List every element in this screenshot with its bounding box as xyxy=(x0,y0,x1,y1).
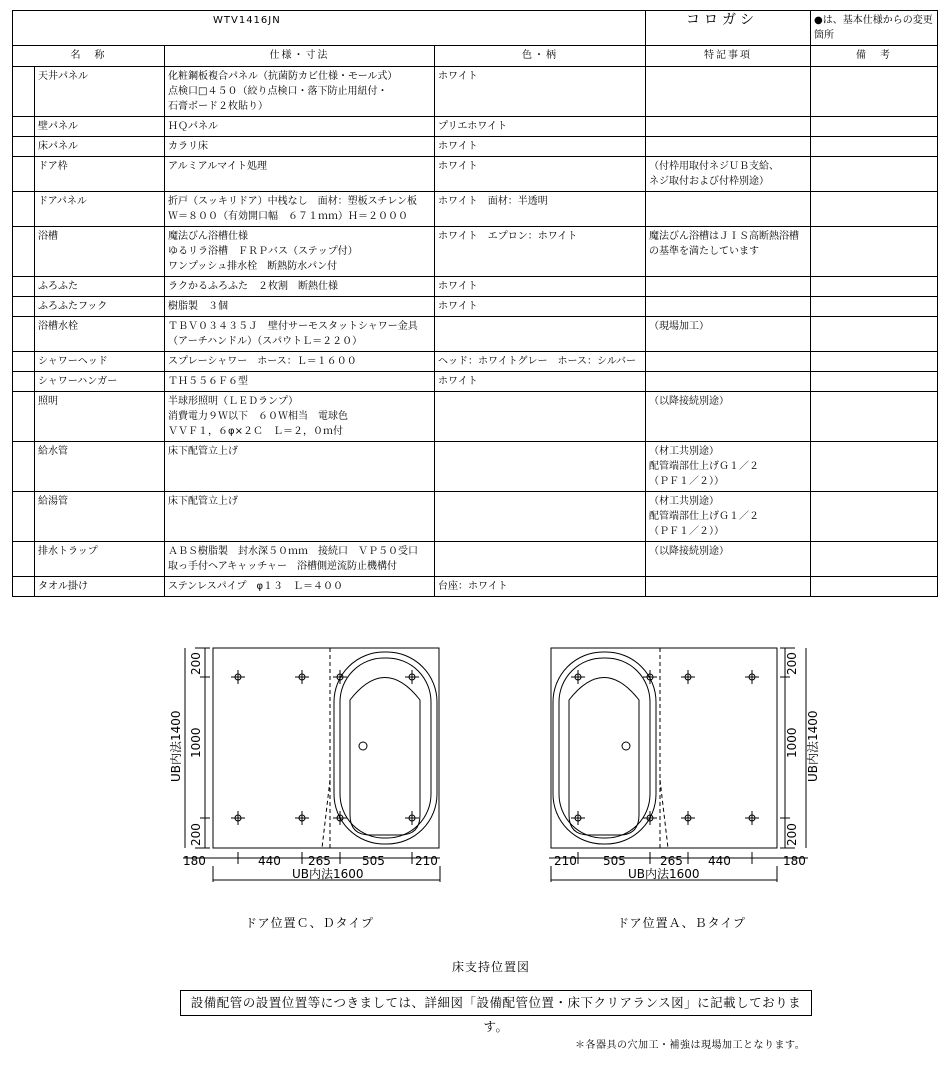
spec-line: 点検口□４５０（絞り点検口・落下防止用紐付・ xyxy=(168,86,388,97)
total-width-left: UB内法1600 xyxy=(292,867,364,881)
notes-line: （材工共別途） xyxy=(649,496,720,507)
notes-line: （以降接続別途） xyxy=(649,546,730,557)
spec-line: スプレーシャワー ホース：Ｌ＝１６００ xyxy=(168,356,357,367)
item-name: ドアパネル xyxy=(35,192,165,227)
support-mark xyxy=(231,670,245,684)
spec-line: ＴＨ５５６Ｆ６型 xyxy=(168,376,248,387)
notes-line: ネジ取付および付枠別途） xyxy=(649,176,770,187)
series-name: コロガシ xyxy=(646,11,811,46)
spec-line: 化粧鋼板複合パネル（抗菌防カビ仕様・モール式） xyxy=(168,71,398,82)
support-mark xyxy=(405,811,419,825)
dim-left-1: 440 xyxy=(258,854,281,868)
spec-line: 取っ手付ヘアキャッチャー 浴槽側逆流防止機構付 xyxy=(168,561,397,572)
item-name: 浴槽 xyxy=(35,227,165,277)
color-line: ホワイト エプロン：ホワイト xyxy=(438,231,578,242)
dim-left-2: 265 xyxy=(308,854,331,868)
caption-left: ドア位置Ｃ、Ｄタイプ xyxy=(245,916,375,930)
item-name: 給湯管 xyxy=(35,492,165,542)
color-line: 台座：ホワイト xyxy=(438,581,508,592)
spec-line: ラクかるふろふた ２枚割 断熱仕様 xyxy=(168,281,338,292)
spec-line: ＴＢＶ０３４３５Ｊ 壁付サーモスタットシャワー金具 xyxy=(168,321,418,332)
notes-line: （材工共別途） xyxy=(649,446,720,457)
support-mark xyxy=(643,811,657,825)
spec-line: 樹脂製 ３個 xyxy=(168,301,228,312)
color-line: ホワイト xyxy=(438,376,478,387)
dim-right-2: 265 xyxy=(660,854,683,868)
col-header-notes: 特記事項 xyxy=(646,46,811,67)
support-mark xyxy=(571,670,585,684)
spec-line: 消費電力９Ｗ以下 ６０Ｗ相当 電球色 xyxy=(168,411,348,422)
item-name: タオル掛け xyxy=(35,577,165,597)
side-right-0: 200 xyxy=(785,652,799,675)
color-line: ヘッド：ホワイトグレー ホース：シルバー xyxy=(438,356,637,367)
item-name: 給水管 xyxy=(35,442,165,492)
spec-line: 石膏ボード２枚貼り） xyxy=(168,101,268,112)
spec-line: ワンプッシュ排水栓 断熱防水パン付 xyxy=(168,261,338,272)
item-name: 浴槽水栓 xyxy=(35,317,165,352)
notes-line: 配管端部仕上げＧ１／２ xyxy=(649,511,760,522)
footnote: ＊各器具の穴加工・補強は現場加工となります。 xyxy=(575,1040,806,1051)
spec-line: ＶＶＦ１，６φ×２Ｃ Ｌ＝２，０ｍ付 xyxy=(168,426,343,437)
item-name: 天井パネル xyxy=(35,67,165,117)
color-line: ホワイト xyxy=(438,141,478,152)
color-line: ホワイト xyxy=(438,71,478,82)
spec-line: Ｗ＝８００（有効開口幅 ６７１ｍｍ）Ｈ＝２０００ xyxy=(168,211,408,222)
notice-box: 設備配管の設置位置等につきましては、詳細図「設備配管位置・床下クリアランス図」に記載しております。 xyxy=(180,990,812,1016)
item-name: ふろふたフック xyxy=(35,297,165,317)
color-line: ホワイト 面材：半透明 xyxy=(438,196,548,207)
color-line: ホワイト xyxy=(438,161,478,172)
spec-line: 魔法びん浴槽仕様 xyxy=(168,231,248,242)
plan-right xyxy=(549,648,808,882)
spec-line: ＡＢＳ樹脂製 封水深５０ｍｍ 接続口 ＶＰ５０受口 xyxy=(168,546,418,557)
support-mark xyxy=(745,811,759,825)
notes-line: の基準を満たしています xyxy=(649,246,760,257)
support-mark xyxy=(405,670,419,684)
support-mark xyxy=(571,811,585,825)
side-left-1: 1000 xyxy=(189,727,203,758)
support-mark xyxy=(681,670,695,684)
dim-right-0: 210 xyxy=(554,854,577,868)
support-mark xyxy=(745,670,759,684)
spec-line: （アーチハンドル）（スパウトＬ＝２２０） xyxy=(168,336,363,347)
side-left-2: 200 xyxy=(189,823,203,846)
item-name: 照明 xyxy=(35,392,165,442)
item-name: ふろふた xyxy=(35,277,165,297)
total-depth-right: UB内法1400 xyxy=(806,710,820,782)
spec-line: カラリ床 xyxy=(168,141,208,152)
notes-line: （以降接続別途） xyxy=(649,396,730,407)
color-line: ホワイト xyxy=(438,301,478,312)
notes-line: 魔法びん浴槽はＪＩＳ高断熱浴槽 xyxy=(649,231,800,242)
col-header-spec: 仕様・寸法 xyxy=(165,46,435,67)
side-right-1: 1000 xyxy=(785,727,799,758)
dim-left-0: 180 xyxy=(183,854,206,868)
total-depth-left: UB内法1400 xyxy=(169,710,183,782)
notes-line: （現場加工） xyxy=(649,321,710,332)
color-line: プリエホワイト xyxy=(438,121,508,132)
model-number: WTV1416JN xyxy=(13,11,646,46)
support-mark xyxy=(231,811,245,825)
spec-line: 半球形照明（ＬＥＤランプ） xyxy=(168,396,299,407)
item-name: 壁パネル xyxy=(35,117,165,137)
spec-line: 折戸（スッキリドア）中桟なし 面材：塑板スチレン板 xyxy=(168,196,417,207)
notes-line: （ＰＦ１／２）） xyxy=(649,526,725,537)
support-mark xyxy=(333,811,347,825)
item-name: ドア枠 xyxy=(35,157,165,192)
item-name: シャワーヘッド xyxy=(35,352,165,372)
support-mark xyxy=(295,670,309,684)
dim-left-3: 505 xyxy=(362,854,385,868)
notes-line: 配管端部仕上げＧ１／２ xyxy=(649,461,760,472)
spec-line: アルミアルマイト処理 xyxy=(168,161,267,172)
support-mark xyxy=(681,811,695,825)
support-mark xyxy=(295,811,309,825)
dim-left-4: 210 xyxy=(415,854,438,868)
side-left-0: 200 xyxy=(189,652,203,675)
spec-line: ゆるリラ浴槽 ＦＲＰバス（ステップ付） xyxy=(168,246,358,257)
spec-line: 床下配管立上げ xyxy=(168,496,238,507)
caption-right: ドア位置Ａ、Ｂタイプ xyxy=(617,916,747,930)
item-name: 床パネル xyxy=(35,137,165,157)
notes-line: （ＰＦ１／２）） xyxy=(649,476,725,487)
side-right-2: 200 xyxy=(785,823,799,846)
dim-right-3: 440 xyxy=(708,854,731,868)
diagram-title: 床支持位置図 xyxy=(452,960,531,974)
item-name: 排水トラップ xyxy=(35,542,165,577)
spec-line: ＨＱパネル xyxy=(168,121,218,132)
notes-line: （付枠用取付ネジＵＢ支給、 xyxy=(649,161,780,172)
col-header-remarks: 備 考 xyxy=(811,46,938,67)
legend-note: ●は、基本仕様からの変更箇所 xyxy=(811,11,938,46)
dim-right-1: 505 xyxy=(603,854,626,868)
item-name: シャワーハンガー xyxy=(35,372,165,392)
spec-line: 床下配管立上げ xyxy=(168,446,238,457)
col-header-name: 名 称 xyxy=(13,46,165,67)
plan-left xyxy=(183,648,440,882)
spec-line: ステンレスパイプ φ１３ Ｌ＝４００ xyxy=(168,581,344,592)
color-line: ホワイト xyxy=(438,281,478,292)
col-header-color: 色・柄 xyxy=(435,46,646,67)
dim-right-4: 180 xyxy=(783,854,806,868)
total-width-right: UB内法1600 xyxy=(628,867,700,881)
